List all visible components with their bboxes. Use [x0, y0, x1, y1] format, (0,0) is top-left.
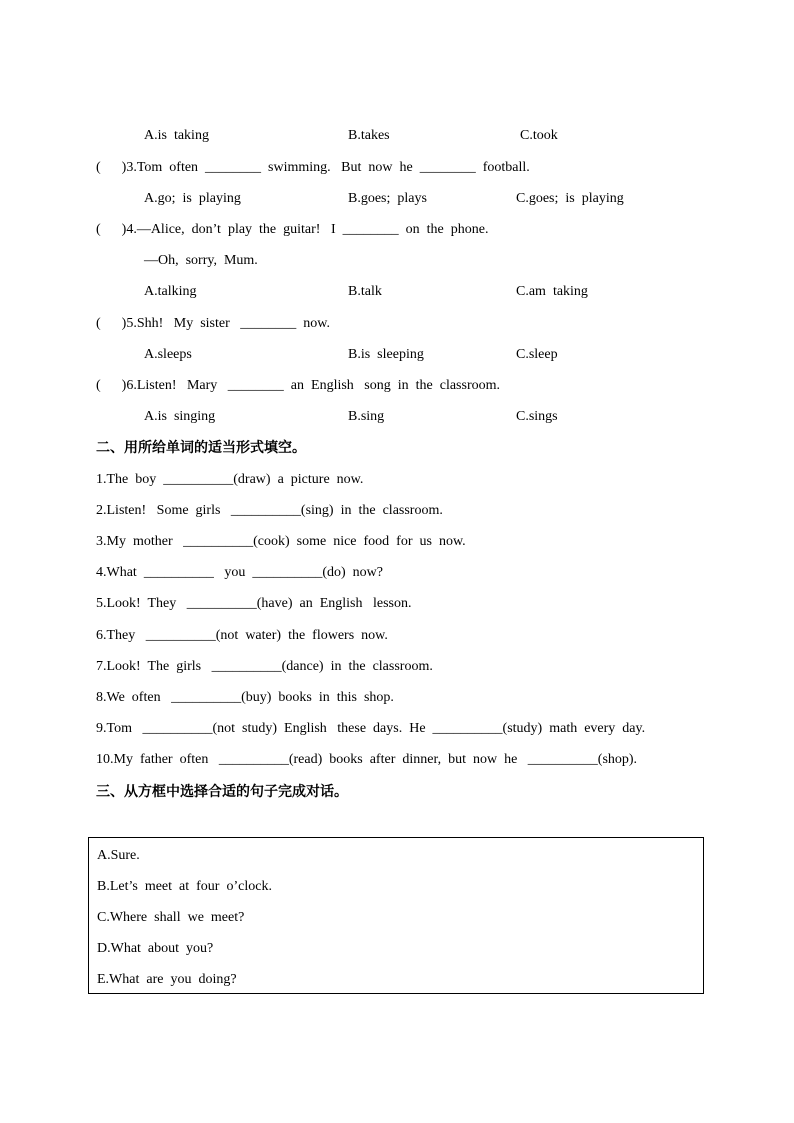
q5-option-a: A.sleeps: [144, 347, 192, 362]
q6-option-a: A.is singing: [144, 409, 216, 424]
box-option-b: B.Let’s meet at four o’clock.: [97, 879, 272, 894]
fill-item-8: 8.We often __________(buy) books in this shop.: [96, 690, 394, 705]
box-option-a: A.Sure.: [97, 848, 140, 863]
fill-item-4: 4.What __________ you __________(do) now?: [96, 565, 383, 580]
q2-option-a: A.is taking: [144, 128, 209, 143]
q6-option-c: C.sings: [516, 409, 558, 424]
box-option-c: C.Where shall we meet?: [97, 910, 245, 925]
question-3: ( )3.Tom often ________ swimming. But now he ________ football.: [96, 160, 530, 175]
fill-item-1: 1.The boy __________(draw) a picture now.: [96, 472, 364, 487]
q4-option-b: B.talk: [348, 284, 382, 299]
box-option-e: E.What are you doing?: [97, 972, 237, 987]
q2-option-b: B.takes: [348, 128, 390, 143]
q5-option-c: C.sleep: [516, 347, 558, 362]
q4-option-c: C.am taking: [516, 284, 588, 299]
fill-item-5: 5.Look! They __________(have) an English lesson.: [96, 596, 412, 611]
box-option-d: D.What about you?: [97, 941, 214, 956]
question-4: ( )4.—Alice, don’t play the guitar! I ________ on the phone.: [96, 222, 489, 237]
sentence-options-box: [88, 837, 704, 994]
fill-item-10: 10.My father often __________(read) books after dinner, but now he __________(shop).: [96, 752, 638, 767]
section-2-heading: 二、用所给单词的适当形式填空。: [96, 440, 306, 456]
fill-item-3: 3.My mother __________(cook) some nice food for us now.: [96, 534, 466, 549]
fill-item-9: 9.Tom __________(not study) English these days. He __________(study) math every day.: [96, 721, 646, 736]
fill-item-7: 7.Look! The girls __________(dance) in the classroom.: [96, 659, 433, 674]
q6-option-b: B.sing: [348, 409, 385, 424]
q2-option-c: C.took: [520, 128, 558, 143]
fill-item-2: 2.Listen! Some girls __________(sing) in the classroom.: [96, 503, 443, 518]
q3-option-b: B.goes; plays: [348, 191, 427, 206]
q4-option-a: A.talking: [144, 284, 197, 299]
section-3-heading: 三、从方框中选择合适的句子完成对话。: [96, 784, 348, 800]
q5-option-b: B.is sleeping: [348, 347, 424, 362]
question-6: ( )6.Listen! Mary ________ an English song in the classroom.: [96, 378, 501, 393]
fill-item-6: 6.They __________(not water) the flowers now.: [96, 628, 388, 643]
question-5: ( )5.Shh! My sister ________ now.: [96, 316, 330, 331]
question-4-reply: —Oh, sorry, Mum.: [144, 253, 258, 268]
q3-option-c: C.goes; is playing: [516, 191, 624, 206]
q3-option-a: A.go; is playing: [144, 191, 241, 206]
